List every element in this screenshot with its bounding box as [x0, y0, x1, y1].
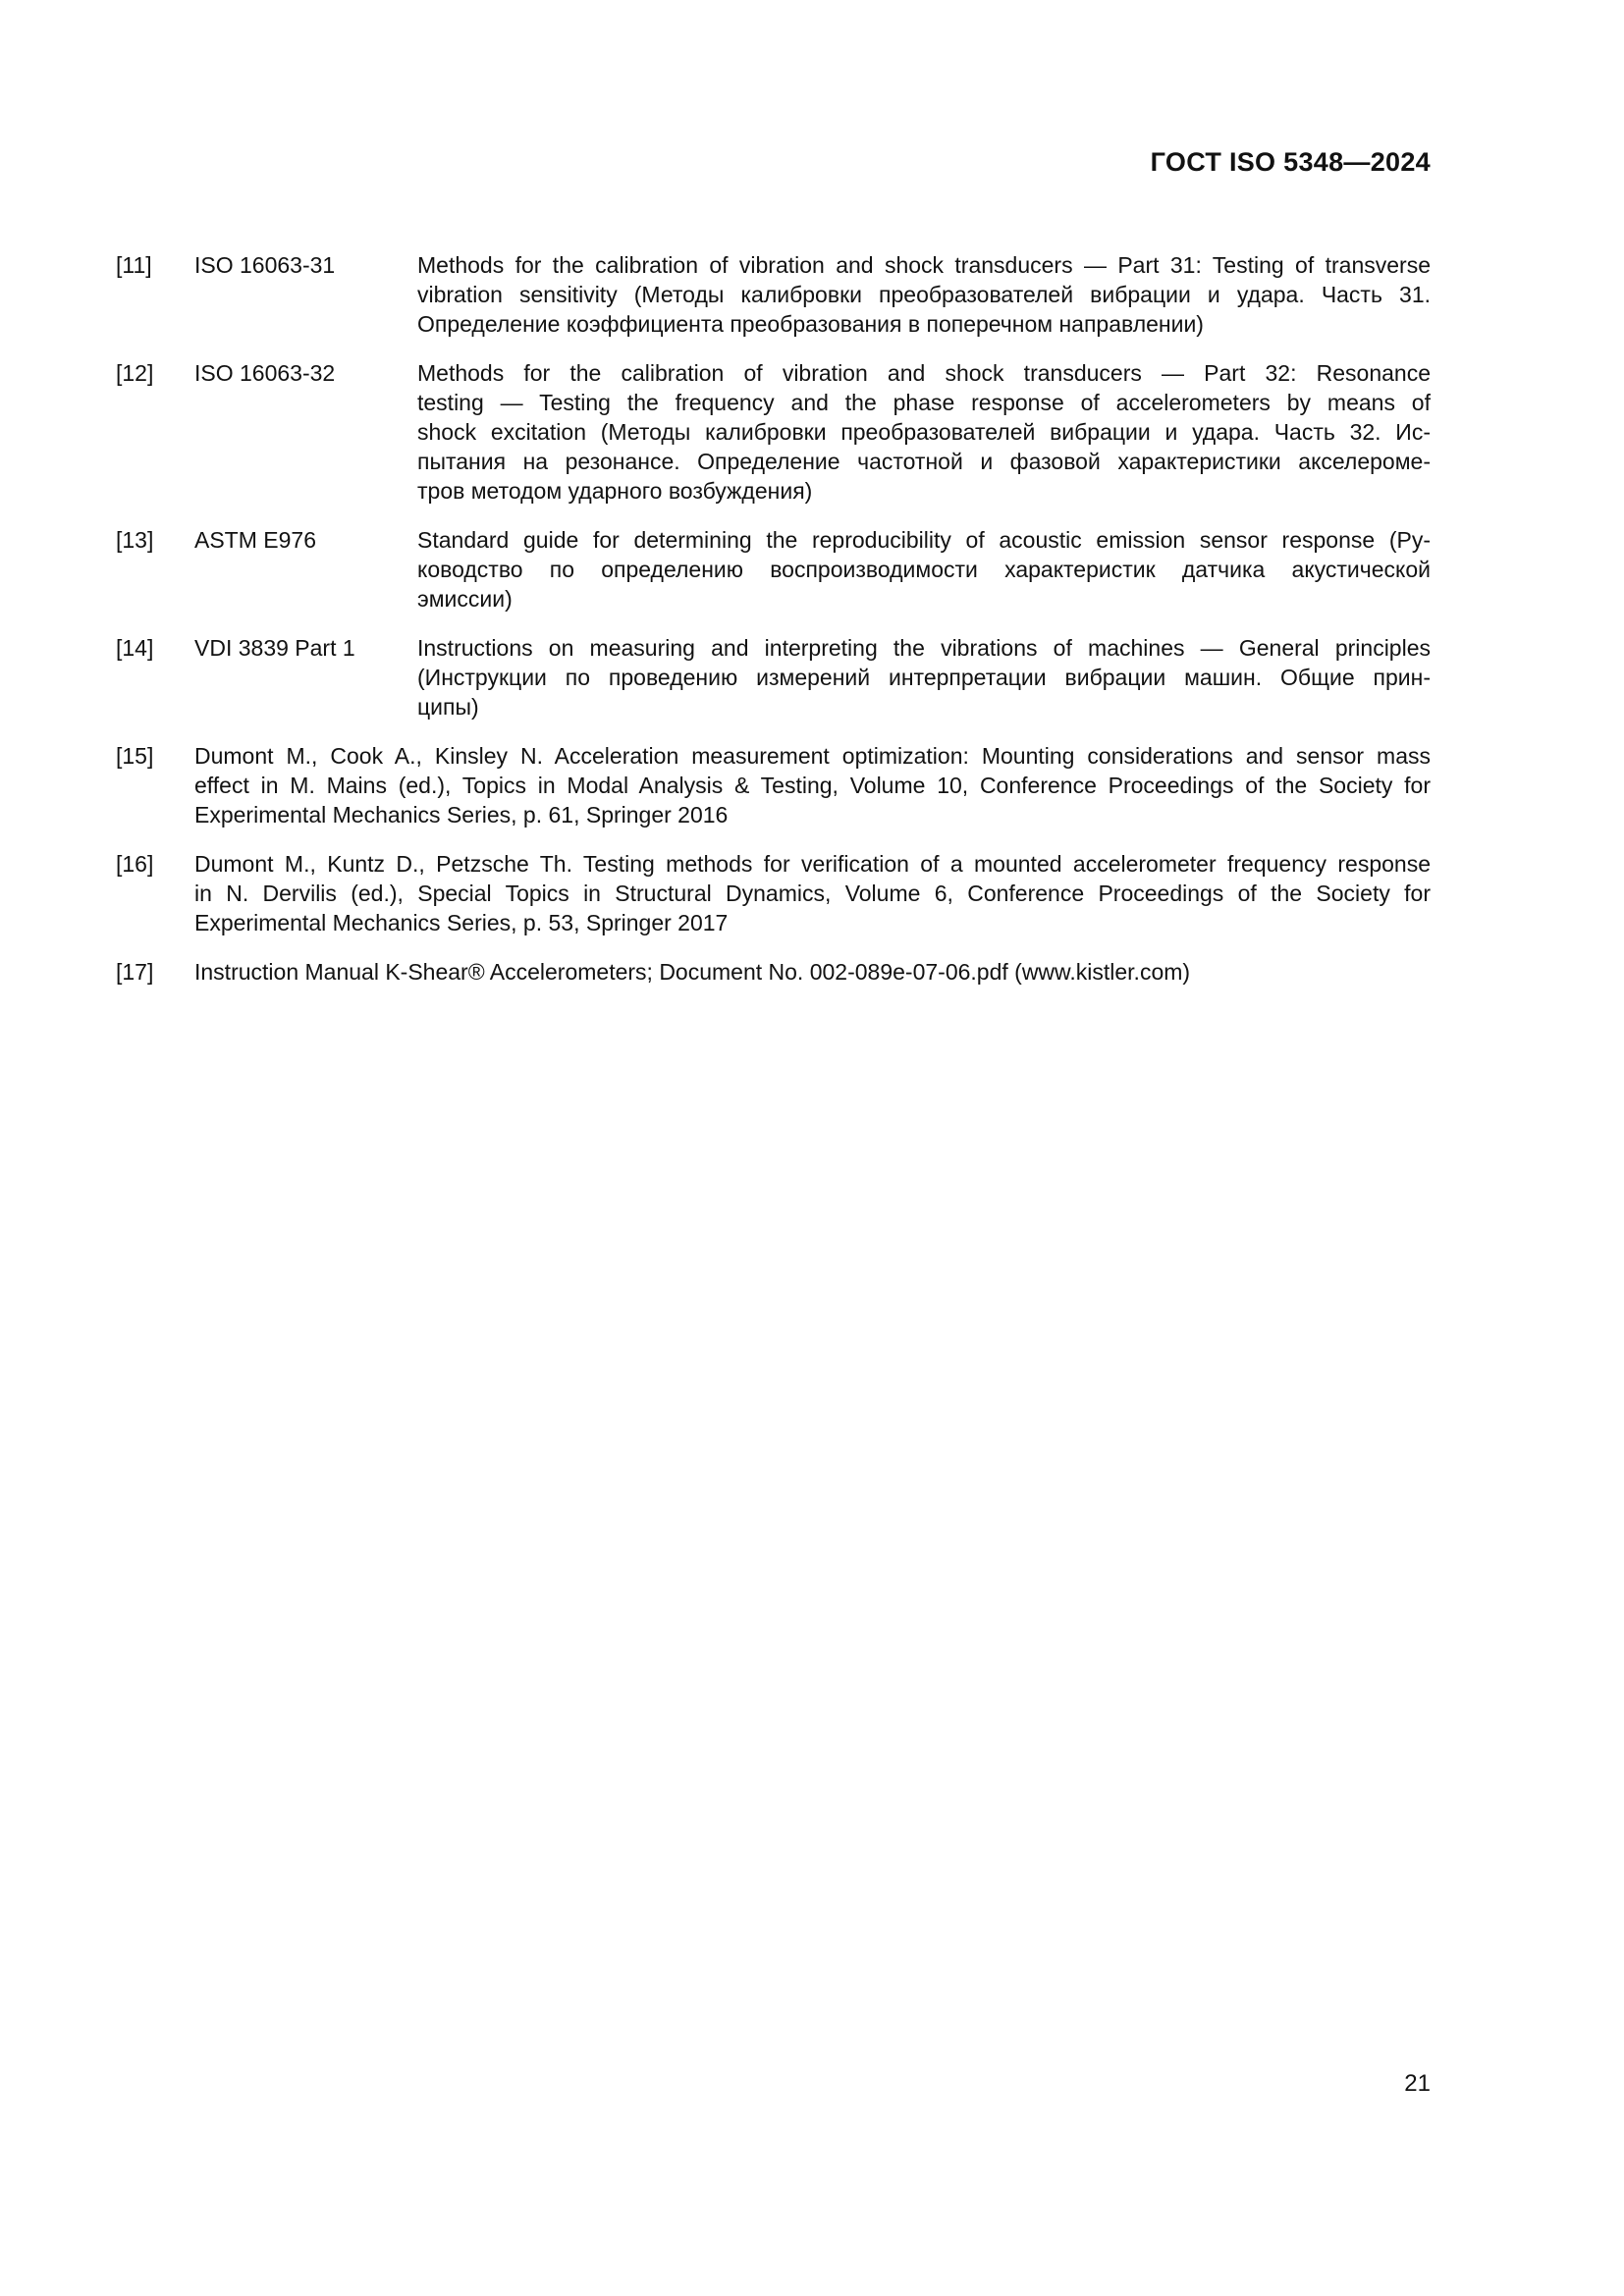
entry-number: [11]: [116, 252, 152, 278]
entry-line: in N. Dervilis (ed.), Special Topics in Structural Dynamics, Volume 6, Conference Proceedings of the Society for: [194, 881, 1431, 906]
bibliography-entry: [116, 957, 1431, 987]
entry-line: ководство по определению воспроизводимости характеристик датчика акустической: [417, 557, 1431, 582]
entry-description: [417, 633, 1431, 721]
entry-line: Experimental Mechanics Series, p. 61, Springer 2016: [194, 802, 729, 828]
bibliography-list: [116, 250, 1431, 1006]
entry-line: ципы): [417, 694, 479, 720]
entry-line: тров методом ударного возбуждения): [417, 478, 813, 504]
entry-line: Instruction Manual K-Shear® Accelerometers; Document No. 002-089e-07-06.pdf (www.kistler.com): [194, 959, 1191, 985]
entry-line: (Инструкции по проведению измерений интерпретации вибрации машин. Общие прин-: [417, 665, 1431, 690]
entry-description: [194, 957, 1431, 987]
entry-description: [194, 849, 1431, 937]
bibliography-entry: [116, 250, 1431, 339]
entry-number: [16]: [116, 851, 154, 877]
entry-number: [14]: [116, 635, 154, 661]
entry-description: [194, 741, 1431, 829]
entry-line: vibration sensitivity (Методы калибровки преобразователей вибрации и удара. Часть 31.: [417, 282, 1431, 307]
entry-line: Methods for the calibration of vibration and shock transducers — Part 32: Resonance: [417, 360, 1431, 386]
entry-line: testing — Testing the frequency and the phase response of accelerometers by means of: [417, 390, 1431, 415]
entry-number: [12]: [116, 360, 154, 386]
entry-line: Methods for the calibration of vibration and shock transducers — Part 31: Testing of transverse: [417, 252, 1431, 278]
entry-description: [417, 250, 1431, 339]
entry-designation: ISO 16063-32: [194, 360, 336, 386]
entry-line: эмиссии): [417, 586, 513, 612]
entry-description: [417, 525, 1431, 614]
entry-designation: ISO 16063-31: [194, 252, 336, 278]
document-header-title: ГОСТ ISO 5348—2024: [1150, 147, 1431, 177]
entry-line: effect in M. Mains (ed.), Topics in Modal Analysis & Testing, Volume 10, Conference Proceedings of the Society for: [194, 773, 1431, 798]
entry-designation: ASTM E976: [194, 527, 316, 553]
entry-description: [417, 358, 1431, 506]
bibliography-entry: [116, 849, 1431, 937]
bibliography-entry: [116, 358, 1431, 506]
entry-designation: VDI 3839 Part 1: [194, 635, 355, 661]
entry-number: [17]: [116, 959, 154, 985]
entry-number: [13]: [116, 527, 154, 553]
entry-line: Standard guide for determining the reproducibility of acoustic emission sensor response (Ру-: [417, 527, 1431, 553]
entry-number: [15]: [116, 743, 154, 769]
bibliography-entry: [116, 525, 1431, 614]
entry-line: Dumont M., Kuntz D., Petzsche Th. Testing methods for verification of a mounted accelerometer frequency response: [194, 851, 1431, 877]
bibliography-entry: [116, 741, 1431, 829]
entry-line: Experimental Mechanics Series, p. 53, Springer 2017: [194, 910, 729, 935]
bibliography-entry: [116, 633, 1431, 721]
entry-line: Dumont M., Cook A., Kinsley N. Acceleration measurement optimization: Mounting considerations and sensor mass: [194, 743, 1431, 769]
entry-line: Instructions on measuring and interpreting the vibrations of machines — General principles: [417, 635, 1431, 661]
entry-line: shock excitation (Методы калибровки преобразователей вибрации и удара. Часть 32. Ис-: [417, 419, 1431, 445]
entry-line: Определение коэффициента преобразования в поперечном направлении): [417, 311, 1204, 337]
entry-line: пытания на резонансе. Определение частотной и фазовой характеристики акселероме-: [417, 449, 1431, 474]
page-number: 21: [1404, 2070, 1431, 2097]
